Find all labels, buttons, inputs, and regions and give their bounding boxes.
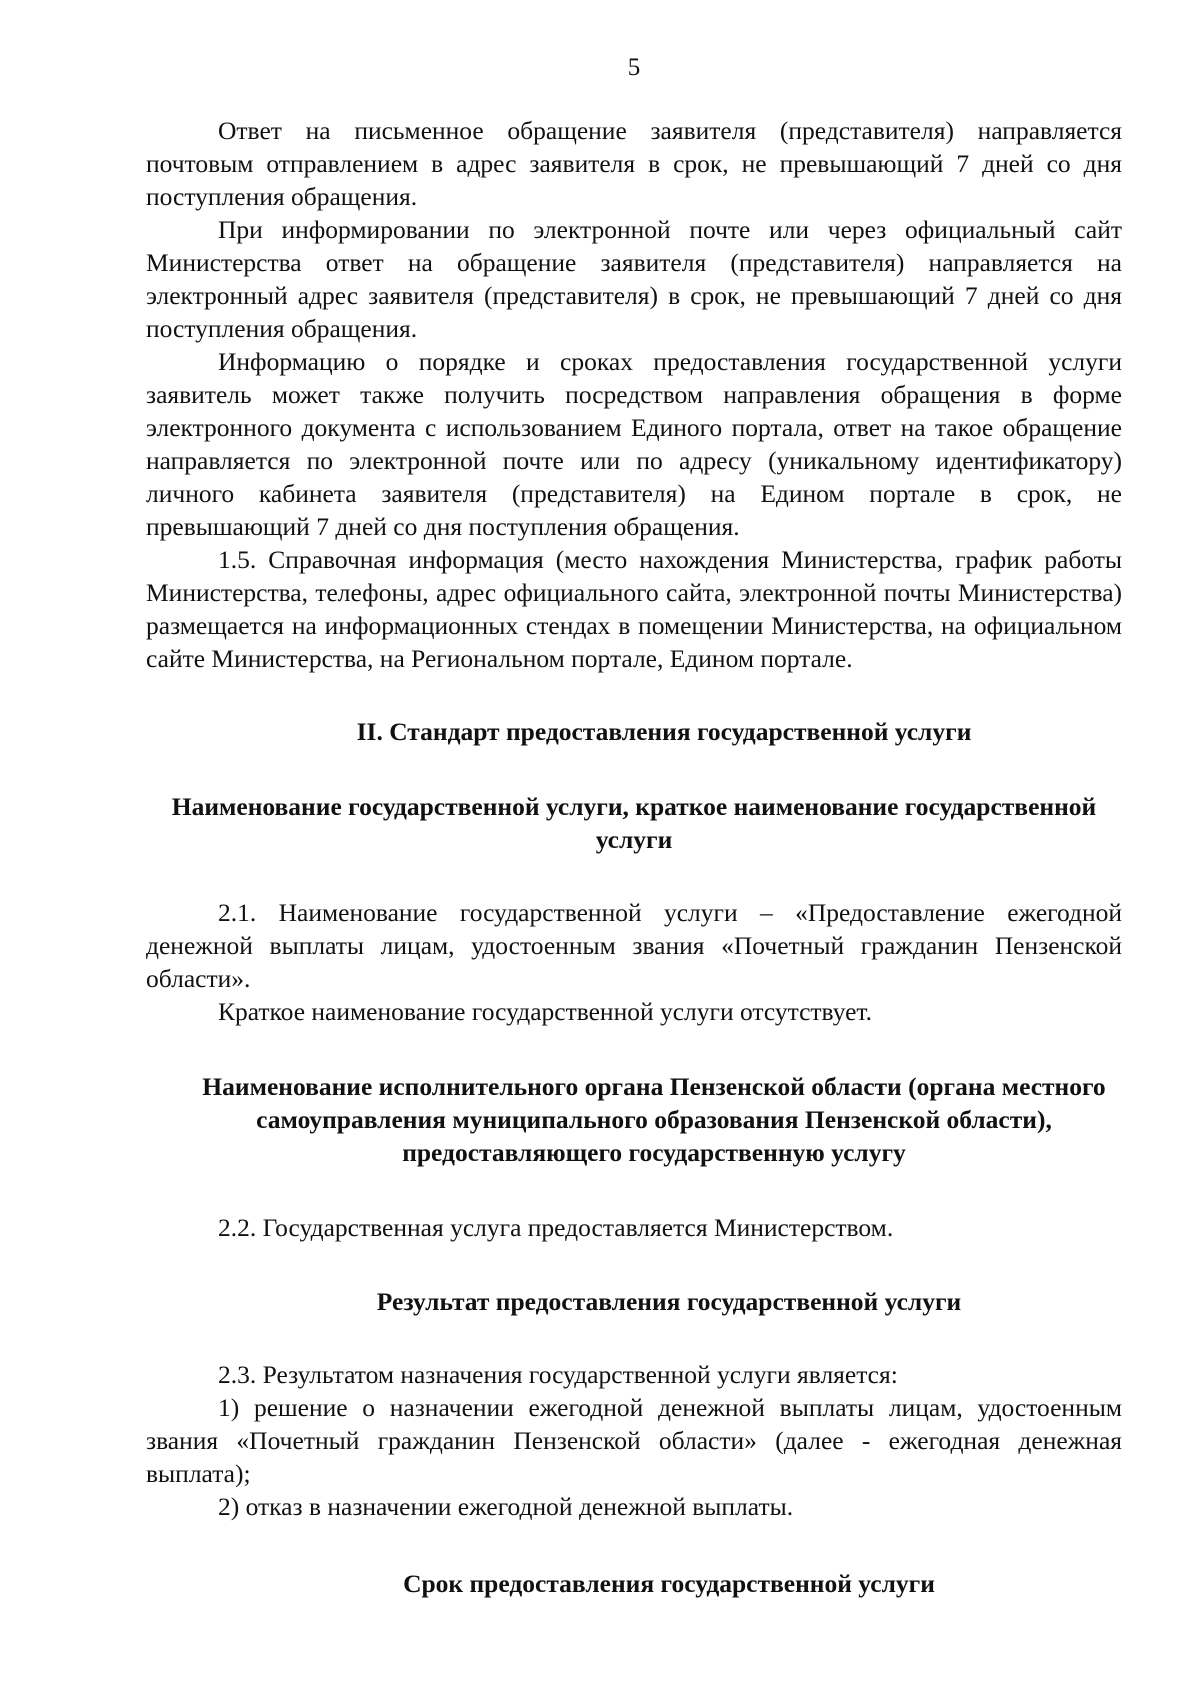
paragraph-written-response: Ответ на письменное обращение заявителя (представителя) направляется почтовым отправлением в адрес заявителя в срок, не превышающий 7 дней со дня поступления обращения. [146, 116, 1122, 211]
heading-service-term: Срок предоставления государственной услуги [403, 1569, 935, 1598]
heading-service-result: Результат предоставления государственной услуги [376, 1287, 962, 1316]
paragraph-unified-portal-info: Информацию о порядке и сроках предоставления государственной услуги заявитель может также получить посредством направления обращения в форме электронного документа с использованием Единого портала, ответ на такое обращение направляется по электронной почте или по адресу (уникальному идентификатору) личного кабинета заявителя (представителя) на Едином портале в срок, не превышающий 7 дней со дня поступления обращения. [146, 347, 1122, 541]
paragraph-result-refusal: 2) отказ в назначении ежегодной денежной выплаты. [218, 1492, 794, 1521]
paragraph-result-decision: 1) решение о назначении ежегодной денежной выплаты лицам, удостоенным звания «Почетный гражданин Пензенской области» (далее - ежегодная денежная выплата); [146, 1393, 1122, 1488]
heading-providing-organ: Наименование исполнительного органа Пензенской области (органа местного самоуправления муниципального образования Пензенской области), предоставляющего государственную услугу [202, 1072, 1106, 1167]
section-title-standard: II. Стандарт предоставления государственной услуги [356, 717, 972, 746]
paragraph-providing-organ: 2.2. Государственная услуга предоставляется Министерством. [218, 1213, 894, 1242]
paragraph-service-name: 2.1. Наименование государственной услуги – «Предоставление ежегодной денежной выплаты лицам, удостоенным звания «Почетный гражданин Пензенской области». [146, 898, 1122, 993]
paragraph-short-name: Краткое наименование государственной услуги отсутствует. [218, 997, 873, 1026]
page-number: 5 [627, 54, 641, 81]
heading-service-name: Наименование государственной услуги, краткое наименование государственной услуги [171, 792, 1097, 854]
document-page [146, 48, 1122, 1600]
paragraph-reference-info: 1.5. Справочная информация (место нахождения Министерства, график работы Министерства, телефоны, адрес официального сайта, электронной почты Министерства) размещается на информационных стендах в помещении Министерства, на официальном сайте Министерства, на Региональном портале, Едином портале. [146, 545, 1122, 673]
paragraph-email-response: При информировании по электронной почте или через официальный сайт Министерства ответ на обращение заявителя (представителя) направляется на электронный адрес заявителя (представителя) в срок, не превышающий 7 дней со дня поступления обращения. [146, 215, 1122, 343]
paragraph-result-intro: 2.3. Результатом назначения государственной услуги является: [218, 1360, 898, 1389]
